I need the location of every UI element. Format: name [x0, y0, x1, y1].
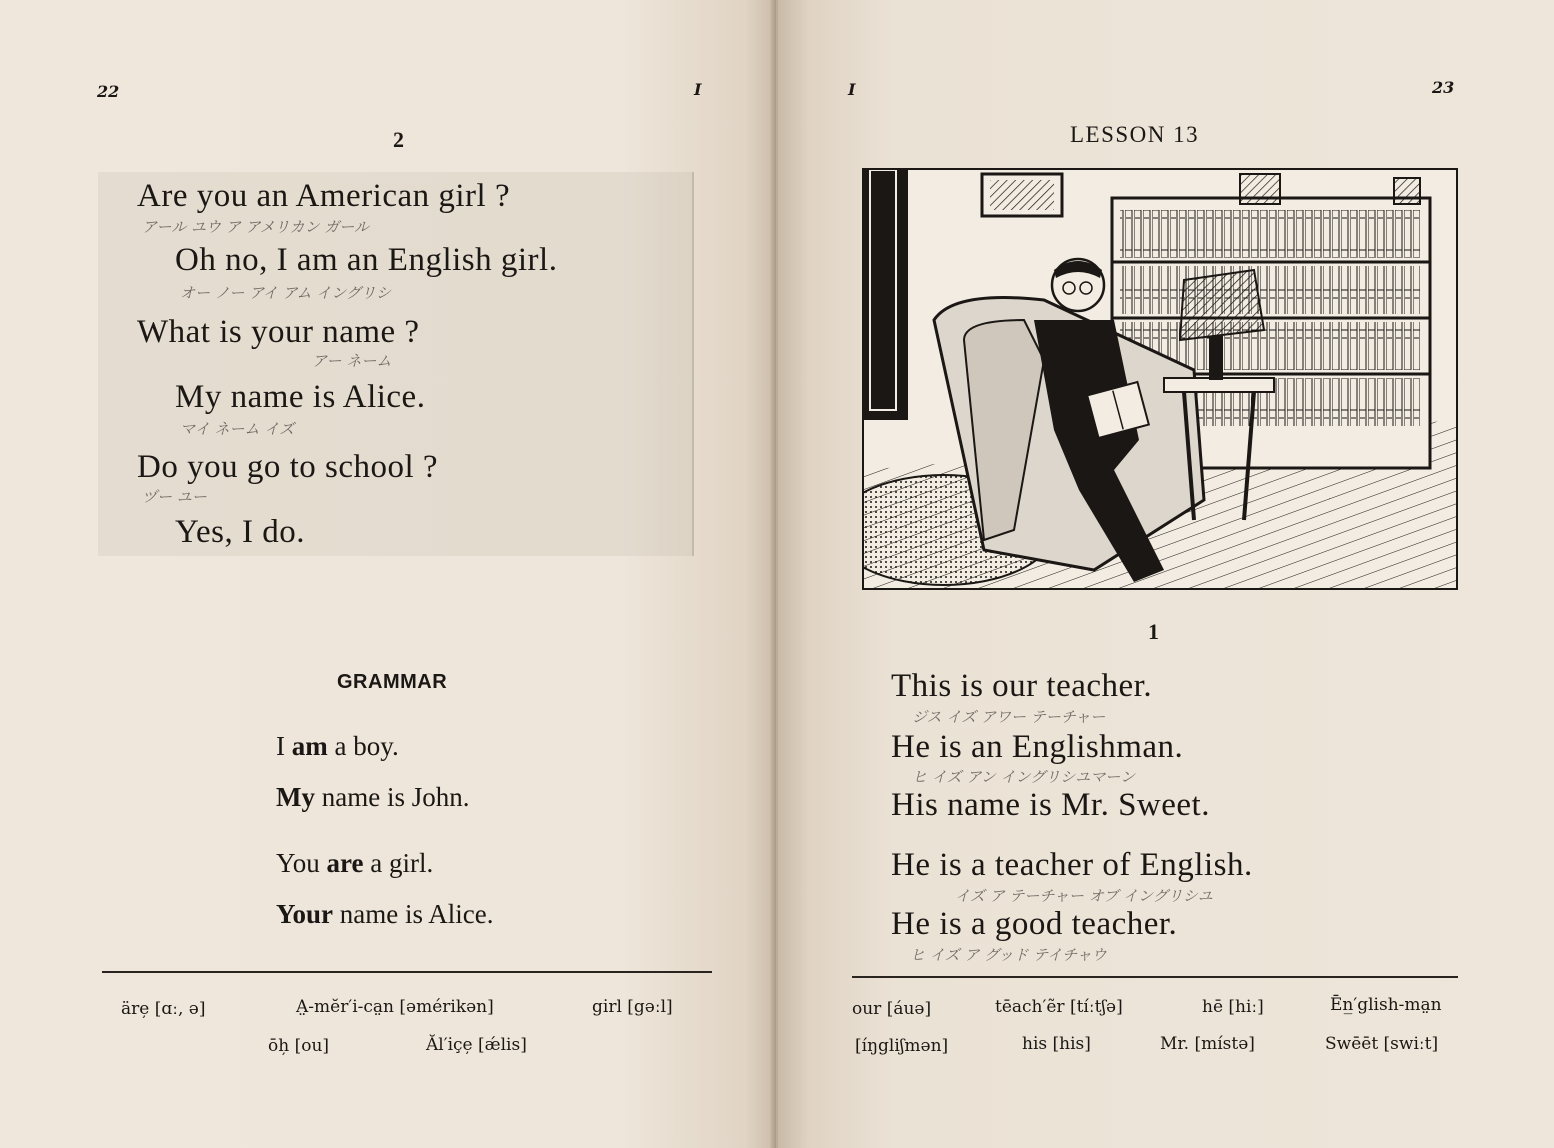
- kana-annotation: ヅー ユー: [142, 488, 207, 506]
- grammar-line: I am a boy.: [276, 731, 399, 761]
- kana-annotation: オー ノー アイ アム イングリシ: [180, 284, 391, 302]
- pronunciation-entry: hi̇s [his]: [1022, 1034, 1091, 1054]
- grammar-line: My name is John.: [276, 782, 470, 812]
- dialogue-line: What is your name ?: [137, 314, 420, 350]
- footnote-rule-left: [102, 971, 712, 973]
- pronunciation-entry: gi̇rl [gəːl]: [592, 997, 673, 1017]
- pronunciation-entry: tēach′ẽr [tíːtʃə]: [995, 997, 1123, 1017]
- pronunciation-entry: Swēēt [swiːt]: [1325, 1034, 1439, 1054]
- kana-annotation: アー ネーム: [312, 352, 392, 370]
- illustration-man-reading: [862, 168, 1458, 590]
- kana-annotation: イズ ア テーチャー オブ イングリシユ: [955, 887, 1213, 905]
- dialogue-line: Oh no, I am an English girl.: [175, 242, 558, 278]
- left-page: [0, 0, 776, 1148]
- page-number-right: 23: [1432, 78, 1455, 97]
- dialogue-line: Yes, I do.: [175, 514, 306, 550]
- kana-annotation: ジス イズ アワー テーチャー: [912, 708, 1106, 726]
- dialogue-line: Do you go to school ?: [137, 449, 439, 485]
- kana-annotation: アール ユウ ア アメリカン ガール: [142, 218, 369, 236]
- pronunciation-entry: Ăl′i̇çe̦ [ǽlis]: [426, 1035, 527, 1055]
- page-number-left: 22: [97, 82, 120, 101]
- reading-line: He is an Englishman.: [891, 729, 1184, 765]
- grammar-heading: GRAMMAR: [337, 671, 448, 693]
- lesson-title: LESSON 13: [1070, 122, 1200, 147]
- reading-man-drawing: [864, 170, 1456, 588]
- pronunciation-entry: Ēn̲′glish-ma̤n: [1330, 995, 1442, 1015]
- pronunciation-entry: [íŋgliʃmən]: [855, 1036, 949, 1056]
- kana-annotation: マイ ネーム イズ: [180, 420, 295, 438]
- pronunciation-entry: äre̦ [ɑː, ə]: [121, 999, 206, 1019]
- section-number-left: 2: [393, 127, 404, 152]
- pronunciation-entry: Mr. [místə]: [1160, 1034, 1255, 1054]
- reading-line: This is our teacher.: [891, 668, 1153, 704]
- pronunciation-entry: A̤-mĕr′i-ca̤n [əmérikən]: [296, 997, 494, 1017]
- pronunciation-entry: hē [hiː]: [1202, 997, 1264, 1017]
- dialogue-line: Are you an American girl ?: [137, 178, 511, 214]
- dialogue-line: My name is Alice.: [175, 379, 426, 415]
- kana-annotation: ヒ イズ ア グッド テイチャウ: [910, 946, 1107, 964]
- grammar-line: Your name is Alice.: [276, 899, 494, 929]
- grammar-line: You are a girl.: [276, 848, 434, 878]
- reading-line: He is a teacher of English.: [891, 847, 1253, 883]
- pronunciation-entry: ōh̦ [ou]: [268, 1036, 330, 1056]
- footnote-rule-right: [852, 976, 1458, 978]
- running-head-right: I: [848, 80, 856, 99]
- pronunciation-entry: our [áuə]: [852, 999, 932, 1019]
- reading-line: His name is Mr. Sweet.: [891, 787, 1210, 823]
- reading-line: He is a good teacher.: [891, 906, 1178, 942]
- kana-annotation: ヒ イズ アン イングリシユマーン: [912, 768, 1135, 786]
- running-head-left: I: [694, 80, 702, 99]
- section-number-right: 1: [1148, 619, 1159, 644]
